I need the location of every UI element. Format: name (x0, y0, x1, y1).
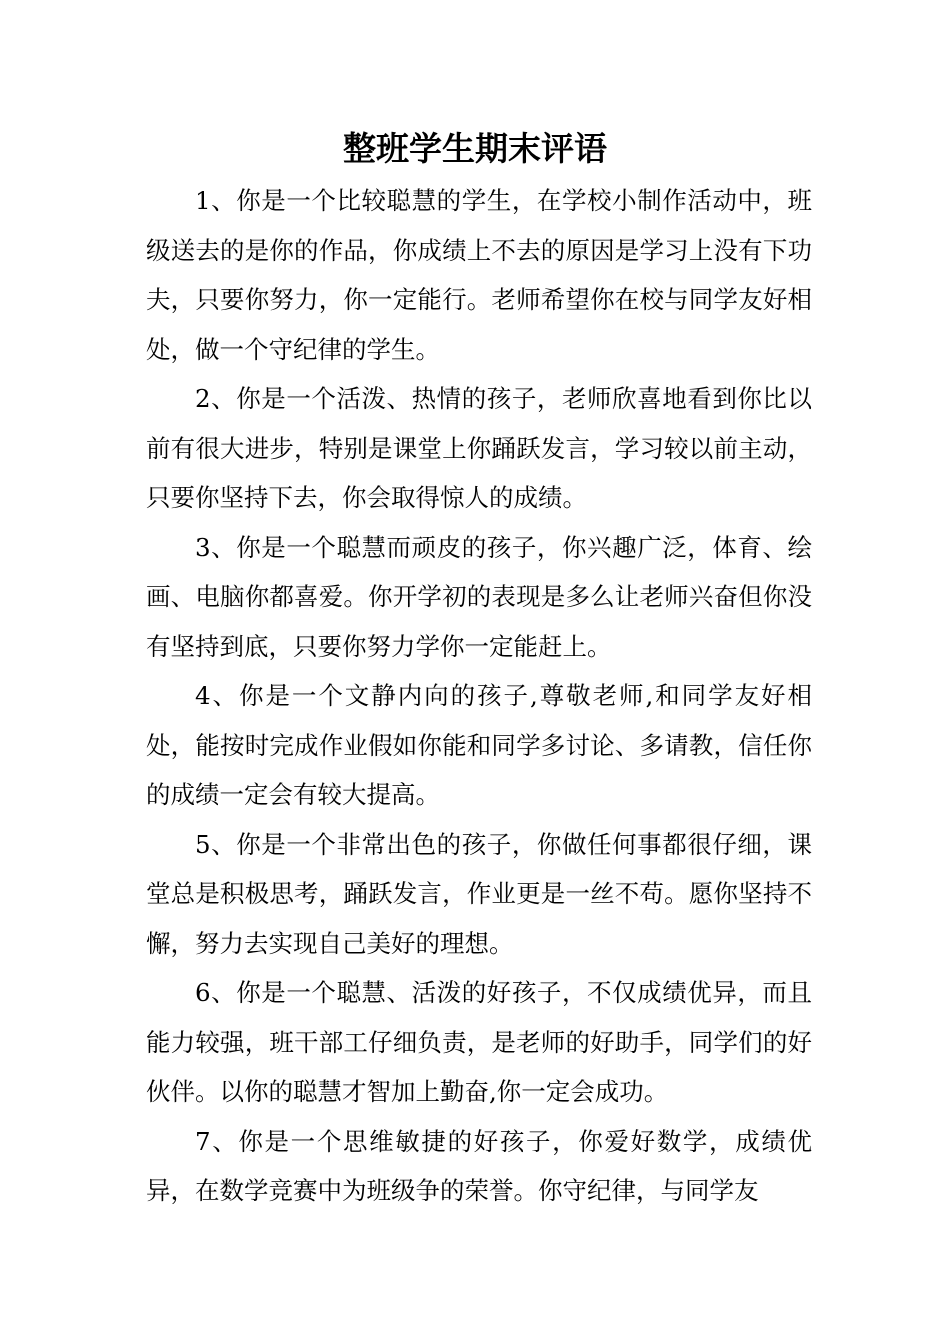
paragraph-2: 2、你是一个活泼、热情的孩子，老师欣喜地看到你比以前有很大进步，特别是课堂上你踊跃发言，学习较以前主动，只要你坚持下去，你会取得惊人的成绩。 (146, 384, 812, 512)
paragraph-1: 1、你是一个比较聪慧的学生，在学校小制作活动中，班级送去的是你的作品，你成绩上不去的原因是学习上没有下功夫，只要你努力，你一定能行。老师希望你在校与同学友好相处，做一个守纪律的学生。 (146, 186, 812, 364)
paragraph-7: 7、你是一个思维敏捷的好孩子，你爱好数学，成绩优异，在数学竞赛中为班级争的荣誉。你守纪律，与同学友 (146, 1126, 812, 1205)
document-title: 整班学生期末评语 (343, 129, 607, 168)
paragraph-3: 3、你是一个聪慧而顽皮的孩子，你兴趣广泛，体育、绘画、电脑你都喜爱。你开学初的表现是多么让老师兴奋但你没有坚持到底，只要你努力学你一定能赶上。 (146, 532, 812, 661)
paragraph-4: 4、你是一个文静内向的孩子,尊敬老师,和同学友好相处，能按时完成作业假如你能和同学多讨论、多请教，信任你的成绩一定会有较大提高。 (146, 681, 812, 809)
paragraph-5: 5、你是一个非常出色的孩子，你做任何事都很仔细，课堂总是积极思考，踊跃发言，作业更是一丝不苟。愿你坚持不懈，努力去实现自己美好的理想。 (146, 829, 812, 958)
paragraph-6: 6、你是一个聪慧、活泼的好孩子，不仅成绩优异，而且能力较强，班干部工仔细负责，是老师的好助手，同学们的好伙伴。以你的聪慧才智加上勤奋,你一定会成功。 (146, 978, 812, 1106)
document-body (146, 176, 812, 1216)
